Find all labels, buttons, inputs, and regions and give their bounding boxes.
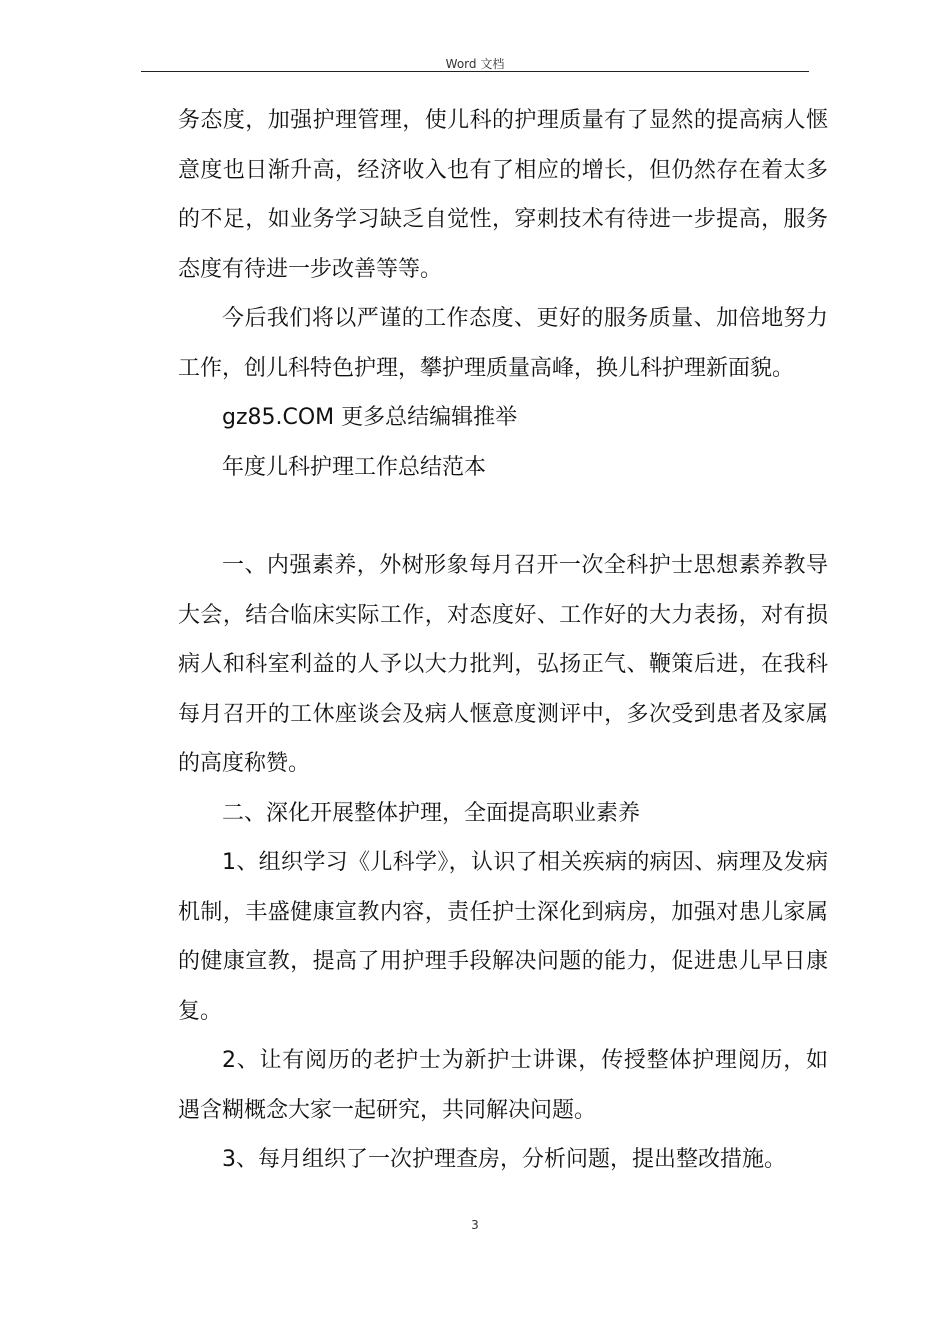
paragraph-item-1: 一、内强素养，外树形象每月召开一次全科护士思想素养教导大会，结合临床实际工作，对态度好、工作好的大力表扬，对有损病人和科室利益的人予以大力批判，弘扬正气、鞭策后进，在我科每月召开的工休座谈会及病人惬意度测评中，多次受到患者及家属的高度称赞。	[178, 553, 828, 776]
paragraph-subitem-1: 1、组织学习《儿科学》，认识了相关疾病的病因、病理及发病机制，丰盛健康宣教内容，责任护士深化到病房，加强对患儿家属的健康宣教，提高了用护理手段解决问题的能力，促进患儿早日康复。	[178, 850, 828, 1024]
paragraph-subitem-3: 3、每月组织了一次护理查房，分析问题，提出整改措施。	[222, 1147, 786, 1172]
paragraph-subitem-2: 2、让有阅历的老护士为新护士讲课，传授整体护理阅历，如遇含糊概念大家一起研究，共同解决问题。	[178, 1048, 828, 1123]
blank-line	[178, 492, 828, 541]
paragraph-continuation: 务态度，加强护理管理，使儿科的护理质量有了显然的提高病人惬意度也日渐升高，经济收入也有了相应的增长，但仍然存在着太多的不足，如业务学习缺乏自觉性，穿刺技术有待进一步提高，服务态度有待进一步改善等等。	[178, 108, 828, 282]
paragraph-site-note: gz85.COM 更多总结编辑推举	[222, 405, 518, 430]
paragraph-item-2-heading: 二、深化开展整体护理，全面提高职业素养	[222, 800, 641, 826]
section-title: 年度儿科护理工作总结范本	[222, 454, 487, 480]
page-number: 3	[471, 1218, 479, 1232]
header-divider	[141, 71, 809, 72]
paragraph-closing: 今后我们将以严谨的工作态度、更好的服务质量、加倍地努力工作，创儿科特色护理，攀护理质量高峰，换儿科护理新面貌。	[178, 306, 828, 381]
page-header: Word 文档	[445, 57, 505, 71]
document-body	[178, 96, 828, 1185]
